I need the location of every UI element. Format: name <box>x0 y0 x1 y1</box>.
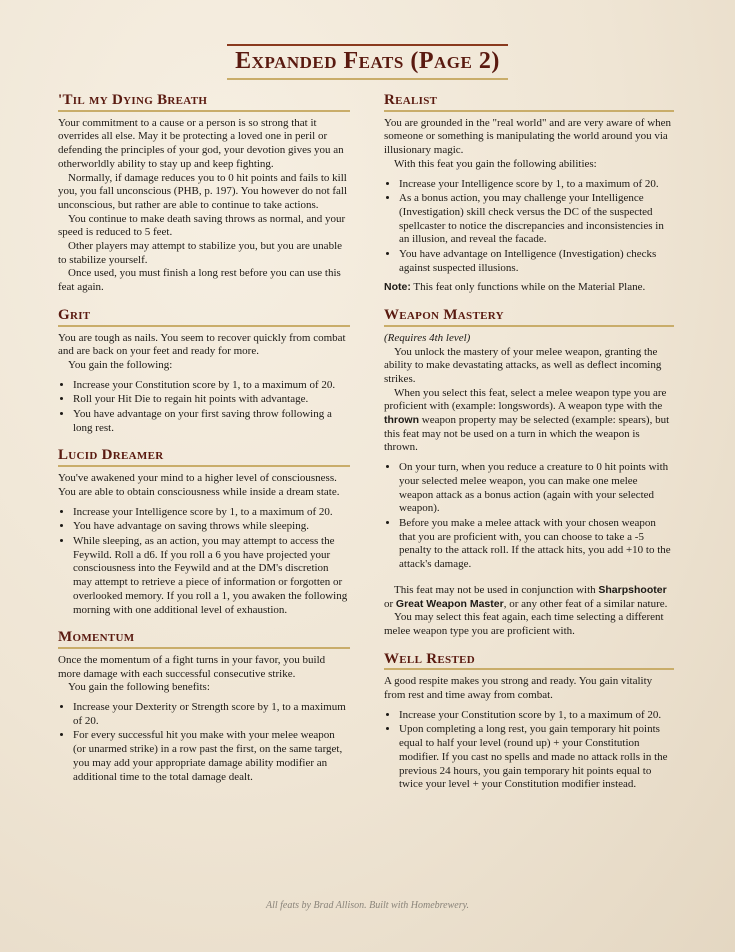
feat-momentum <box>58 631 350 784</box>
feat-note <box>384 281 674 295</box>
feat-dying-breath <box>58 94 350 295</box>
feat-bullet-list <box>58 379 350 436</box>
page-footer: All feats by Brad Allison. Built with Homebrewery. <box>265 900 470 911</box>
feat-prerequisite: (Requires 4th level) <box>384 331 471 344</box>
list-item: • Upon completing a long rest, you gain temporary hit points equal to half your level (round up) + your Constitution modifier. If you cast no spells and made no attack rolls in the previous 24 hours, you gain temporary hit points equal to twice your level + your Constitution modifier instead. <box>399 723 674 792</box>
feat-title: Weapon Mastery <box>384 309 674 327</box>
note-label: Note: <box>384 281 411 294</box>
feat-paragraph: With this feat you gain the following abilities: <box>394 157 597 170</box>
feat-paragraph: You gain the following: <box>68 358 173 371</box>
feat-bullet-list <box>384 178 674 276</box>
list-item: • You have advantage on saving throws while sleeping. <box>73 520 350 534</box>
feat-paragraph: You've awakened your mind to a higher level of consciousness. You are able to obtain consciousness while inside a dream state. <box>58 472 340 498</box>
feat-title: Lucid Dreamer <box>58 449 350 467</box>
page-title-block <box>0 44 735 80</box>
list-item: • While sleeping, as an action, you may attempt to access the Feywild. Roll a d6. If you roll a 6 you have projected your consciousness into the Feywild and at the DM's discretion may attempt to retrieve a piece of information or forgotten or overlooked memory. If you roll a 1, you awaken the following morning with one additional level of exhaustion. <box>73 535 350 617</box>
feat-paragraph: You are tough as nails. You seem to recover quickly from combat and are back on your feet and ready for more. <box>58 331 346 358</box>
feat-bullet-list <box>58 506 350 618</box>
feat-paragraph: You unlock the mastery of your melee weapon, granting the ability to make devastating attacks, as well as deflect incoming strikes. <box>384 345 662 385</box>
feat-paragraph: Once used, you must finish a long rest before you can use this feat again. <box>58 267 341 294</box>
emphasis-great-weapon-master: Great Weapon Master <box>395 597 504 610</box>
list-item: • Roll your Hit Die to regain hit points with advantage. <box>73 393 350 407</box>
feat-paragraph: You are grounded in the "real world" and are very aware of when someone or something is manipulating the world around you via illusionary magic. <box>384 116 672 157</box>
list-item: • Increase your Intelligence score by 1, to a maximum of 20. <box>73 506 350 520</box>
feat-title: Grit <box>58 309 350 327</box>
feat-realist <box>384 94 674 295</box>
list-item: • For every successful hit you make with your melee weapon (or unarmed strike) in a row past the first, on the same target, you may add your appropriate damage ability modifier an additional time to the total damage dealt. <box>73 729 350 784</box>
feat-bullet-list <box>384 461 674 572</box>
feat-paragraph: Normally, if damage reduces you to 0 hit points and fails to kill you, you fall unconscious (PHB, p. 197). You however do not fall unconscious, but rather are able to continue to take actions. <box>58 171 348 211</box>
list-item: • As a bonus action, you may challenge your Intelligence (Investigation) skill check versus the DC of the suspected spellcaster to notice the discrepancies and inconsistencies in an illusion, and reveal the facade. <box>399 192 674 247</box>
list-item: • Increase your Constitution score by 1, to a maximum of 20. <box>73 379 350 393</box>
feat-paragraph: You may select this feat again, each time selecting a different melee weapon type you are proficient with. <box>384 611 664 637</box>
list-item: • You have advantage on your first saving throw following a long rest. <box>73 408 350 435</box>
feat-lucid-dreamer <box>58 449 350 617</box>
feat-paragraph: Once the momentum of a fight turns in your favor, you build more damage with each successful consecutive strike. <box>58 653 326 680</box>
left-column <box>58 94 350 798</box>
feat-title: Realist <box>384 94 674 112</box>
feat-paragraph: A good respite makes you strong and ready. You gain vitality from rest and time away from combat. <box>384 675 653 702</box>
feat-title: Well Rested <box>384 653 674 671</box>
list-item: • Increase your Intelligence score by 1, to a maximum of 20. <box>399 178 674 192</box>
feat-paragraph: You continue to make death saving throws as normal, and your speed is reduced to 5 feet. <box>58 212 346 239</box>
feat-bullet-list <box>58 701 350 784</box>
text-run: When you select this feat, select a melee weapon type you are proficient with (example: longswords). A weapon type with the <box>384 386 667 413</box>
feat-paragraph: Your commitment to a cause or a person is so strong that it overrides all else. May it be protecting a loved one in peril or defending the principles of your god, your devotion gives you an otherworldly ability to stay up and keep fighting. <box>58 116 344 170</box>
emphasis-sharpshooter: Sharpshooter <box>598 583 667 596</box>
list-item: • Increase your Dexterity or Strength score by 1, to a maximum of 20. <box>73 701 350 728</box>
feat-title: Momentum <box>58 631 350 649</box>
feat-weapon-mastery <box>384 309 674 638</box>
text-run: weapon property may be selected (example: spears), but this feat may not be used on a turn in which the weapon is thrown. <box>384 414 670 454</box>
emphasis-thrown: thrown <box>384 414 419 427</box>
list-item: • Increase your Constitution score by 1, to a maximum of 20. <box>399 709 674 723</box>
list-item: • Before you make a melee attack with your chosen weapon that you are proficient with, you can choose to take a -5 penalty to the attack roll. If the attack hits, you add +10 to the attack's damage. <box>399 517 674 572</box>
page-title: Expanded Feats (Page 2) <box>227 44 508 80</box>
note-text: This feat only functions while on the Material Plane. <box>410 281 646 294</box>
feat-grit <box>58 306 350 436</box>
feat-bullet-list <box>384 709 674 792</box>
feat-paragraph: Other players may attempt to stabilize you, but you are unable to stabilize yourself. <box>58 240 343 266</box>
text-run: or <box>384 597 396 610</box>
feat-paragraph <box>384 584 674 611</box>
list-item: • You have advantage on Intelligence (Investigation) checks against suspected illusions. <box>399 248 674 275</box>
list-item: • On your turn, when you reduce a creature to 0 hit points with your selected melee weapon, you can make one melee weapon attack as a bonus action (again with your selected weapon). <box>399 461 674 516</box>
feat-title: 'Til my Dying Breath <box>58 94 350 112</box>
text-run: , or any other feat of a similar nature. <box>503 597 668 610</box>
text-run: This feat may not be used in conjunction with <box>394 583 599 596</box>
feat-paragraph: You gain the following benefits: <box>68 681 210 694</box>
feat-paragraph <box>384 387 674 456</box>
feat-well-rested <box>384 650 674 792</box>
right-column <box>384 94 674 806</box>
